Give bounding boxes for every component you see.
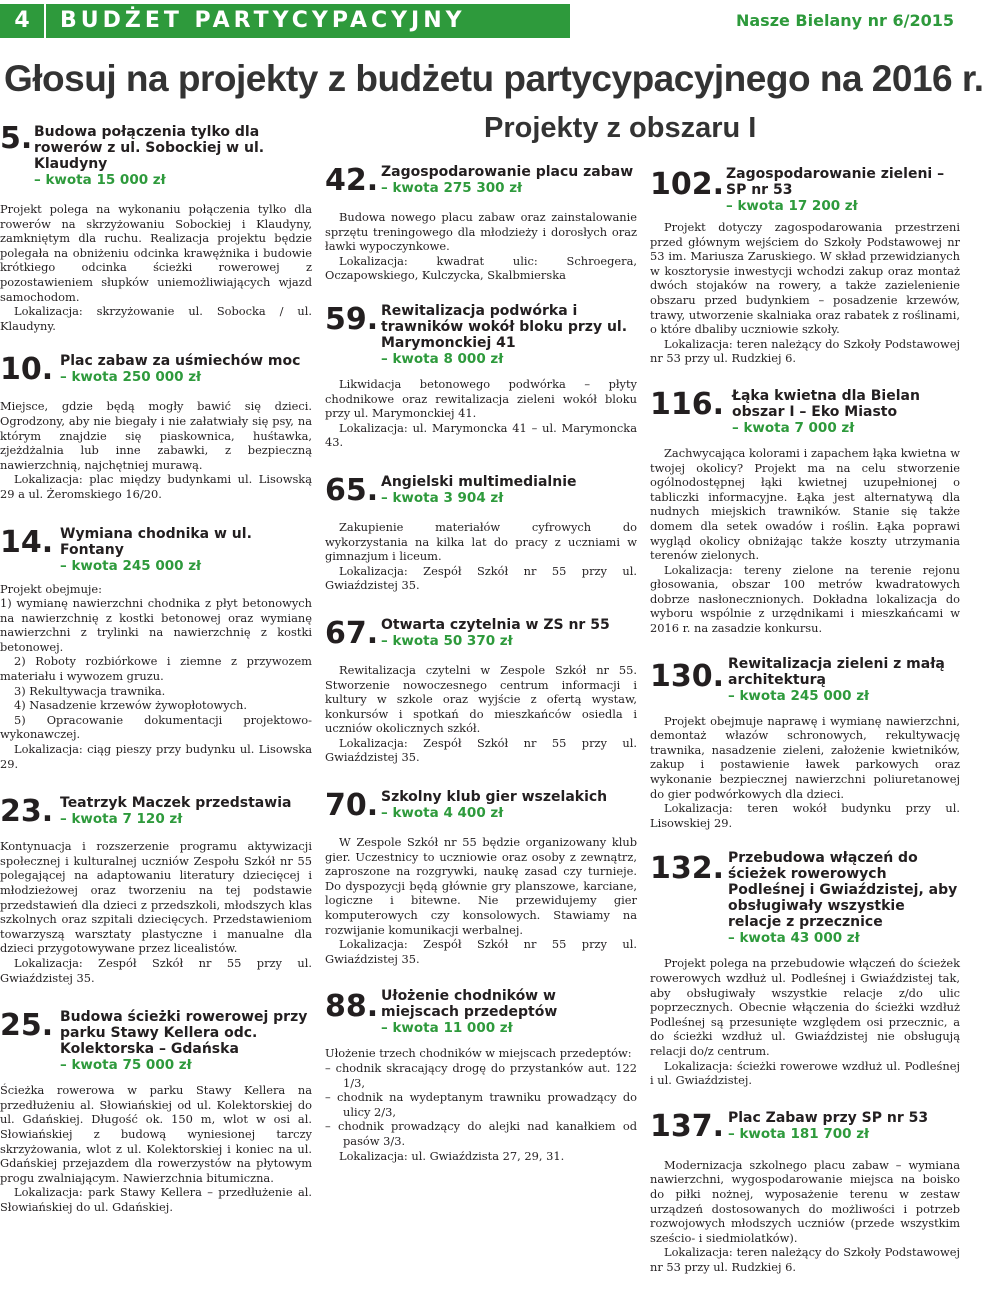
project-102 — [650, 164, 960, 366]
project-cost: – kwota 4 400 zł — [381, 805, 504, 822]
project-cost: – kwota 17 200 zł — [726, 198, 858, 214]
project-67 — [325, 613, 637, 765]
project-25 — [0, 1005, 312, 1214]
project-number: 65. — [325, 472, 379, 508]
project-description: Projekt polega na wykonaniu połączenia tylko dla rowerów na skrzyżowaniu Sobockiej i Klaudyny, zamkniętym dla ruchu. Realizacja projektu będzie polegała na obniżeniu odcinka krawężnika i budowie krótkiego odcinka ścieżki rowerowej z pozostawieniem słupków uniemożliwiających wjazd samochodom. Lokalizacja: skrzyżowanie ul. Sobocka / ul. Klaudyny. — [0, 202, 312, 333]
project-number: 102. — [650, 167, 725, 202]
project-title: Rewitalizacja zieleni z małą architekturą — [728, 655, 945, 688]
project-cost: – kwota 245 000 zł — [60, 557, 202, 574]
project-description: Projekt dotyczy zagospodarowania przestrzeni przed głównym wejściem do Szkoły Podstawowej nr 53 im. Mariusza Zaruskiego. W skład przewidzianych w kosztorysie inwestycji wchodzi zakup oraz montaż dwóch stojaków na rowery, a także zazielenienie obszaru przed budynkiem – posadzenie krzewów, trawy, utworzenie skalniaka oraz rabatek z roślinami, o które dbaliby uczniowie szkoły. Lokalizacja: teren należący do Szkoły Podstawowej nr 53 przy ul. Rudzkiej 6. — [650, 220, 960, 366]
project-description: Kontynuacja i rozszerzenie programu aktywizacji społecznej i kulturalnej uczniów Zespołu Szkół nr 55 polegającej na adaptowaniu literatury dziecięcej i młodzieżowej oraz tworzeniu na tej podstawie przedstawień dla dzieci z przedszkoli, młodszych klas szkolnych oraz szpitali dziecięcych. Przedstawieniom towarzyszą warsztaty plastyczne i manualne dla dzieci przygotowywane przez licealistów. Lokalizacja: Zespół Szkół nr 55 przy ul. Gwiaździstej 35. — [0, 839, 312, 985]
project-116 — [650, 386, 960, 636]
project-cost: – kwota 7 120 zł — [60, 811, 183, 828]
project-59 — [325, 303, 637, 450]
project-description: Miejsce, gdzie będą mogły bawić się dzieci. Ogrodzony, aby nie biegały i nie załatwiały się psy, na którym znajdzie się piaskownica, huśtawka, zjeżdżalnia lub inne zabawki, z bezpieczną nawierzchnią, najchętniej murawą. Lokalizacja: plac między budynkami ul. Lisowską 29 a ul. Żeromskiego 16/20. — [0, 399, 312, 501]
project-description: Likwidacja betonowego podwórka – płyty chodnikowe oraz rewitalizacja zieleni wokół bloku przy ul. Marymonckiej 41. Lokalizacja: ul. Marymoncka 41 – ul. Marymoncka 43. — [325, 376, 637, 450]
project-description: Projekt obejmuje: 1) wymianę nawierzchni chodnika z płyt betonowych na nawierzchnię z kostki betonowej oraz wymianę nawierzchni z trylinki na nawierzchnię z kostki betonowej. 2) Roboty rozbiórkowe i ziemne z przywozem materiału i wywozem gruzu. 3) Rekultywacja trawnika. 4) Nasadzenie krzewów żywopłotowych. 5) Opracowanie dokumentacji projektowo-wykonawczej. Lokalizacja: ciąg pieszy przy budynku ul. Lisowska 29. — [0, 581, 312, 771]
project-cost: – kwota 7 000 zł — [732, 419, 855, 436]
project-42 — [325, 160, 637, 283]
project-5 — [0, 122, 312, 333]
path-list — [325, 1061, 637, 1149]
project-cost: – kwota 43 000 zł — [728, 930, 860, 947]
project-description: Budowa nowego placu zabaw oraz zainstalowanie sprzętu treningowego dla młodzieży i dorosłych oraz ławki wypoczynkowe. Lokalizacja: kwadrat ulic: Schroegera, Oczapowskiego, Kulczycka, Skalbmierska — [325, 210, 637, 283]
section-title: BUDŻET PARTYCYPACYJNY — [46, 4, 570, 38]
column-middle — [325, 160, 637, 1177]
project-number: 70. — [325, 788, 379, 824]
project-137 — [650, 1108, 960, 1275]
project-title: Ułożenie chodników w miejscach przedeptów — [381, 988, 558, 1021]
project-title: Łąka kwietna dla Bielan obszar I – Eko Miasto — [732, 387, 920, 420]
project-number: 132. — [650, 851, 725, 887]
project-70 — [325, 785, 637, 966]
project-description: Zakupienie materiałów cyfrowych do wykorzystania na kilka lat do pracy z uczniami w gimnazjum i liceum. Lokalizacja: Zespół Szkół nr 55 przy ul. Gwiaździstej 35. — [325, 519, 637, 593]
project-cost: – kwota 245 000 zł — [728, 687, 870, 704]
page-number: 4 — [0, 4, 44, 38]
project-title: Zagospodarowanie zieleni – SP nr 53 — [726, 166, 945, 198]
column-right — [650, 164, 960, 1289]
project-14 — [0, 522, 312, 772]
project-description: Projekt obejmuje naprawę i wymianę nawierzchni, demontaż włazów schronowych, rekultywację trawnika, nasadzenie zieleni, założenie kwietników, zakup i postawienie ławek parkowych oraz wykonanie bezpiecznej nawierzchni poliuretanowej do gier podwórkowych dla dzieci. Lokalizacja: teren wokół budynku przy ul. Lisowskiej 29. — [650, 713, 960, 830]
project-number: 14. — [0, 524, 54, 560]
project-number: 10. — [0, 352, 54, 388]
area-title: Projekty z obszaru I — [484, 112, 757, 144]
project-cost: – kwota 8 000 zł — [381, 350, 504, 367]
project-number: 23. — [0, 794, 54, 830]
project-number: 5. — [0, 121, 33, 156]
project-title: Otwarta czytelnia w ZS nr 55 — [381, 616, 610, 633]
project-title: Wymiana chodnika w ul. Fontany — [60, 525, 252, 558]
project-number: 88. — [325, 989, 379, 1025]
project-number: 137. — [650, 1108, 725, 1144]
project-description: W Zespole Szkół nr 55 będzie organizowany klub gier. Uczestnicy to uczniowie oraz osoby z zewnątrz, zaproszone na rozgrywki, naukę zasad czy turnieje. Do dyspozycji będą głównie gry planszowe, karciane, logiczne i bitewne. Nie przewidujemy gier komputerowych czy konsolowych. Stawiamy na rozwijanie komunikacji werbalnej. Lokalizacja: Zespół Szkół nr 55 przy ul. Gwiaździstej 35. — [325, 835, 637, 966]
project-description: Ułożenie trzech chodników w miejscach przedeptów: – chodnik skracający drogę do przystanków aut. 122 1/3, – chodnik na wydeptanym trawniku prowadzący do ulicy 2/3, – chodnik prowadzący do alejki nad kanałkiem od pasów 3/3. Lokalizacja: ul. Gwiaździsta 27, 29, 31. — [325, 1046, 637, 1163]
project-title: Przebudowa włączeń do ścieżek rowerowych Podleśnej i Gwiaździstej, aby obsługiwały wszystkie relacje z przecznice — [728, 850, 958, 931]
project-cost: – kwota 250 000 zł — [60, 369, 202, 386]
project-number: 42. — [325, 163, 379, 198]
project-title: Zagospodarowanie placu zabaw — [381, 164, 634, 180]
list-item: – chodnik prowadzący do alejki nad kanałkiem od pasów 3/3. — [325, 1119, 637, 1148]
project-number: 116. — [650, 386, 725, 422]
project-cost: – kwota 3 904 zł — [381, 489, 504, 506]
column-left — [0, 122, 312, 1229]
project-cost: – kwota 275 300 zł — [381, 180, 523, 196]
project-number: 25. — [0, 1008, 54, 1044]
project-title: Plac zabaw za uśmiechów moc — [60, 353, 301, 370]
project-number: 130. — [650, 658, 725, 694]
project-cost: – kwota 11 000 zł — [381, 1020, 513, 1037]
project-title: Plac Zabaw przy SP nr 53 — [728, 1109, 929, 1126]
project-title: Angielski multimedialnie — [381, 473, 577, 490]
project-description: Modernizacja szkolnego placu zabaw – wymiana nawierzchni, wygospodarowanie miejsca na boisko do piłki nożnej, wyposażenie terenu w zestaw urządzeń dostosowanych do możliwości i potrzeb rozwojowych młodszych uczniów (przede wszystkim sześcio- i siedmiolatków). Lokalizacja: teren należący do Szkoły Podstawowej nr 53 przy ul. Rudzkiej 6. — [650, 1157, 960, 1274]
project-cost: – kwota 181 700 zł — [728, 1125, 870, 1142]
project-cost: – kwota 15 000 zł — [34, 172, 166, 188]
project-description: Zachwycająca kolorami i zapachem łąka kwietna w twojej okolicy? Projekt ma na celu stworzenie ogólnodostępnej łąki kwietnej uzupełnionej o tabliczki informacyjne. Łąka jest alternatywą dla nudnych miejskich trawników. Stanie się także domem dla setek owadów i roślin. Łąka poprawi wygląd okolicy obniżając także koszty utrzymania terenów zielonych. Lokalizacja: tereny zielone na terenie rejonu głosowania, obszar 100 metrów kwadratowych dobrze nasłonecznionych. Dokładna lokalizacja do wyboru wspólnie z urzędnikami i mieszkańcami w 2016 r. na zasadzie konkursu. — [650, 445, 960, 636]
project-cost: – kwota 75 000 zł — [60, 1057, 192, 1074]
project-description: Rewitalizacja czytelni w Zespole Szkół nr 55. Stworzenie nowoczesnego centrum informacji i kultury w szkole oraz wyjście z ofertą wystaw, konkursów i spotkań do mieszkańców osiedla i uczniów okolicznych szkół. Lokalizacja: Zespół Szkół nr 55 przy ul. Gwiaździstej 35. — [325, 662, 637, 765]
project-title: Rewitalizacja podwórka i trawników wokół bloku przy ul. Marymonckiej 41 — [381, 302, 628, 351]
project-title: Budowa ścieżki rowerowej przy parku Stawy Kellera odc. Kolektorska – Gdańska — [60, 1009, 308, 1058]
project-number: 59. — [325, 301, 379, 337]
page-header — [0, 4, 960, 38]
project-cost: – kwota 50 370 zł — [381, 632, 513, 649]
issue-label: Nasze Bielany nr 6/2015 — [735, 11, 954, 30]
project-23 — [0, 791, 312, 985]
project-88 — [325, 986, 637, 1163]
project-title: Szkolny klub gier wszelakich — [381, 789, 608, 806]
project-number: 67. — [325, 615, 379, 651]
list-item: – chodnik na wydeptanym trawniku prowadzący do ulicy 2/3, — [325, 1090, 637, 1119]
page-title: Głosuj na projekty z budżetu partycypacyjnego na 2016 r. — [4, 58, 984, 99]
project-132 — [650, 850, 960, 1087]
project-130 — [650, 656, 960, 831]
project-title: Teatrzyk Maczek przedstawia — [60, 795, 292, 812]
list-item: – chodnik skracający drogę do przystanków aut. 122 1/3, — [325, 1061, 637, 1090]
project-65 — [325, 470, 637, 593]
project-title: Budowa połączenia tylko dla rowerów z ul. Sobockiej w ul. Klaudyny — [34, 124, 265, 172]
project-description: Ścieżka rowerowa w parku Stawy Kellera na przedłużeniu al. Słowiańskiej od ul. Kolektorskiej do ul. Gdańskiej. Długość ok. 150 m, wlot w osi al. Słowiańskiej z budową wyniesionej tarczy skrzyżowania, wlot z ul. Kolektorskiej i koniec na ul. Gdańskiej przejazdem dla rowerzystów na płytowym progu zwalniającym. Nawierzchnia bitumiczna. Lokalizacja: park Stawy Kellera – przedłużenie al. Słowiańskiej do ul. Gdańskiej. — [0, 1083, 312, 1214]
project-description: Projekt polega na przebudowie włączeń do ścieżek rowerowych wzdłuż ul. Podleśnej i Gwiaździstej tak, aby obsługiwały wszystkie relacje z/do ulic poprzecznych. Obecnie włączenia do ścieżki wzdłuż Podleśnej są przesunięte względem osi przecznic, a do ścieżki wzdłuż ul. Gwiaździstej nie obsługują relacji do/z centrum. Lokalizacja: ścieżki rowerowe wzdłuż ul. Podleśnej i ul. Gwiaździstej. — [650, 956, 960, 1088]
project-10 — [0, 349, 312, 501]
